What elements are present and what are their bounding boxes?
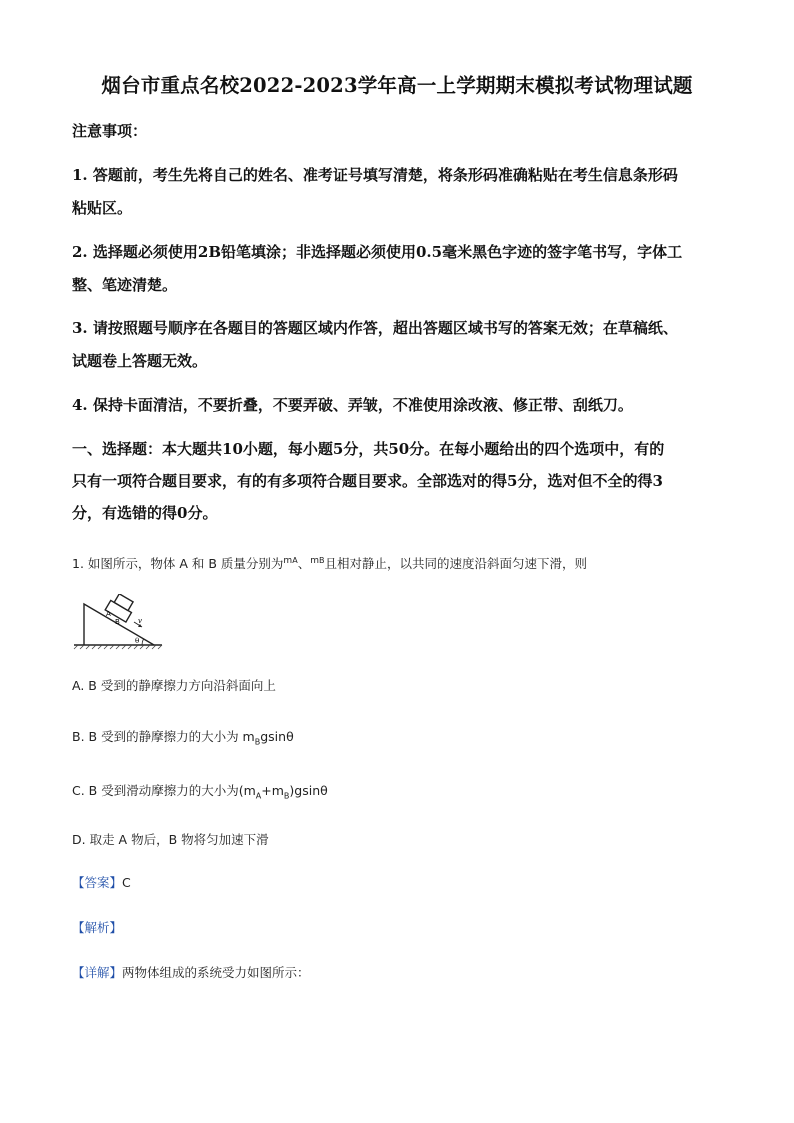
section-line-3: 分，有选错的得0分。 — [72, 504, 218, 522]
label-a: A — [106, 610, 111, 618]
mass-symbol-b: mB — [310, 556, 325, 566]
analysis-label: 【解析】 — [72, 920, 123, 935]
notice-heading: 注意事项： — [72, 122, 148, 140]
section-line-2: 只有一项符合题目要求，有的有多项符合题目要求。全部选对的得5分，选对但不全的得3 — [72, 472, 663, 490]
notice-item-3b: 试题卷上答题无效。 — [72, 352, 208, 370]
label-b: B — [115, 618, 120, 626]
page-title: 烟台市重点名校2022-2023学年高一上学期期末模拟考试物理试题 — [101, 74, 693, 97]
label-v: v — [138, 617, 142, 625]
analysis-line — [72, 918, 732, 938]
detail-label: 【详解】 — [72, 965, 123, 980]
section-line-1: 一、选择题：本大题共10小题，每小题5分，共50分。在每小题给出的四个选项中，有的 — [72, 440, 665, 458]
notice-item-4: 4. 保持卡面清洁，不要折叠，不要弄破、弄皱，不准使用涂改液、修正带、刮纸刀。 — [72, 396, 633, 414]
detail-line — [72, 963, 732, 983]
notice-item-3a: 3. 请按照题号顺序在各题目的答题区域内作答，超出答题区域书写的答案无效；在草稿纸、 — [72, 319, 678, 337]
mass-symbol-a: mA — [283, 556, 298, 566]
incline-figure — [72, 594, 164, 650]
notice-item-2a: 2. 选择题必须使用2B铅笔填涂；非选择题必须使用0.5毫米黑色字迹的签字笔书写，字体工 — [72, 243, 683, 261]
notice-item-2b: 整、笔迹清楚。 — [72, 276, 178, 294]
option-b: B. B 受到的静摩擦力的大小为 $m_Bgsin\theta$ — [72, 729, 294, 747]
answer-line — [72, 873, 732, 893]
answer-label: 【答案】 — [72, 875, 123, 890]
answer-value: C — [122, 875, 131, 890]
option-c: C. B 受到滑动摩擦力的大小为$(m_A+m_B)gsin\theta$ — [72, 783, 328, 801]
notice-item-1a: 1. 答题前，考生先将自己的姓名、准考证号填写清楚，将条形码准确粘贴在考生信息条形码 — [72, 166, 678, 184]
option-d: D. 取走 A 物后，B 物将匀加速下滑 — [72, 832, 269, 847]
option-a: A. B 受到的静摩擦力方向沿斜面向上 — [72, 678, 276, 693]
label-theta: θ — [135, 637, 140, 645]
question-1-stem: 1. 如图所示，物体 A 和 B 质量分别为$^{mA}$、$^{mB}$且相对静止，以共同的速度沿斜面匀速下滑，则 — [72, 556, 587, 571]
notice-item-1b: 粘贴区。 — [72, 199, 133, 217]
detail-text: 两物体组成的系统受力如图所示： — [122, 965, 310, 980]
